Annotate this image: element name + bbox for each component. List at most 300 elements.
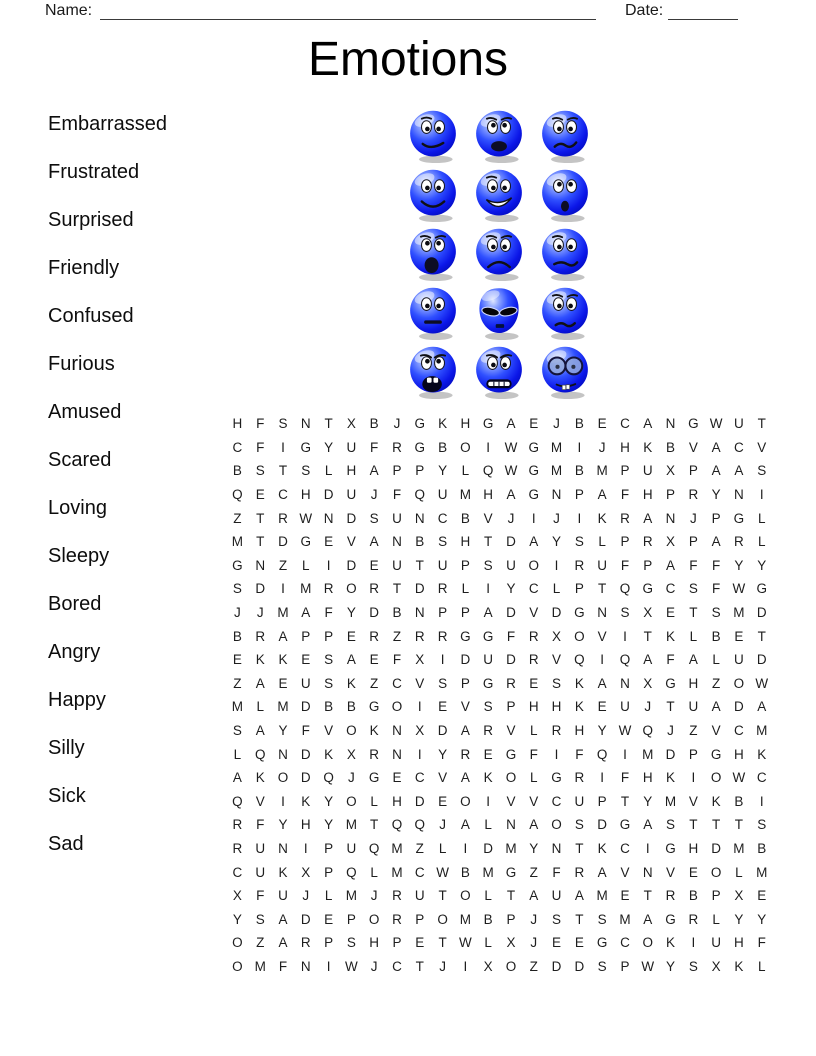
grid-letter: X (506, 935, 516, 951)
word-list-item: Amused (48, 401, 122, 423)
grid-letter: K (643, 439, 653, 455)
grid-letter: Q (346, 864, 357, 880)
grid-letter: R (232, 840, 243, 856)
grid-letter: O (460, 793, 471, 809)
grid-letter: H (688, 675, 699, 691)
grid-letter: Q (642, 723, 653, 739)
word-list-item: Silly (48, 737, 85, 759)
grid-letter: A (255, 675, 265, 691)
grid-letter: Q (596, 746, 608, 762)
grid-letter: K (597, 840, 607, 856)
word-list-item: Furious (48, 353, 115, 375)
grid-letter: G (688, 416, 699, 432)
grid-letter: I (623, 746, 627, 762)
grid-letter: Z (278, 557, 288, 573)
grid-letter: Y (757, 911, 767, 927)
grid-letter: I (463, 840, 468, 856)
word-list-item: Sick (48, 785, 86, 807)
grid-letter: G (482, 675, 494, 691)
grid-letter: A (460, 817, 470, 833)
grid-letter: R (232, 817, 243, 833)
grid-letter: X (483, 958, 493, 974)
grid-letter: S (369, 510, 379, 526)
grid-letter: M (391, 864, 403, 880)
grid-letter: S (232, 581, 242, 597)
grid-letter: N (392, 534, 402, 550)
grid-letter: U (255, 840, 266, 856)
grid-letter: S (597, 911, 607, 927)
grid-letter: B (460, 510, 470, 526)
grid-letter: Z (233, 510, 242, 526)
grid-letter: U (392, 510, 402, 526)
grid-letter: B (666, 439, 676, 455)
grid-letter: L (757, 958, 766, 974)
grid-letter: B (574, 416, 584, 432)
grid-letter: P (460, 605, 470, 621)
grid-letter: E (392, 770, 402, 786)
grid-letter: Y (643, 793, 653, 809)
grid-letter: P (324, 840, 334, 856)
word-list-item: Frustrated (48, 161, 140, 183)
grid-letter: G (300, 534, 312, 550)
grid-letter: R (506, 675, 516, 691)
grid-letter: V (438, 770, 448, 786)
grid-letter: K (324, 746, 334, 762)
grid-letter: F (256, 416, 265, 432)
grid-letter: Q (391, 817, 403, 833)
grid-letter: G (368, 699, 380, 715)
grid-letter: I (577, 510, 582, 526)
grid-letter: A (232, 770, 242, 786)
grid-letter: K (666, 770, 676, 786)
grid-letter: O (505, 958, 517, 974)
word-list-item: Scared (48, 449, 112, 471)
grid-letter: F (301, 723, 310, 739)
grid-letter: H (642, 770, 653, 786)
word-list-item: Bored (48, 593, 102, 615)
grid-letter: D (255, 581, 266, 597)
grid-letter: V (711, 723, 721, 739)
grid-letter: L (461, 581, 470, 597)
grid-letter: U (437, 487, 448, 503)
grid-letter: E (666, 605, 676, 621)
grid-letter: Q (232, 793, 243, 809)
smiley-shocked-icon (405, 224, 461, 283)
grid-letter: I (417, 746, 422, 762)
grid-letter: D (346, 510, 357, 526)
grid-letter: G (528, 463, 540, 479)
grid-letter: P (438, 605, 448, 621)
grid-letter: J (393, 416, 401, 432)
grid-letter: O (368, 911, 380, 927)
grid-letter: D (300, 911, 311, 927)
grid-letter: Y (324, 817, 334, 833)
grid-letter: E (552, 935, 562, 951)
word-list-item: Angry (48, 641, 101, 663)
grid-letter: S (278, 416, 288, 432)
grid-letter: C (232, 864, 243, 880)
grid-letter: I (554, 557, 559, 573)
grid-letter: J (507, 510, 515, 526)
grid-letter: J (667, 723, 674, 739)
grid-letter: Q (619, 581, 631, 597)
grid-letter: Y (232, 911, 242, 927)
grid-letter: O (710, 770, 722, 786)
grid-letter: C (414, 770, 425, 786)
smiley-grin-icon (471, 165, 527, 224)
smiley-neutral-icon (405, 283, 461, 342)
grid-letter: W (345, 958, 358, 974)
grid-letter: R (642, 534, 653, 550)
grid-letter: A (278, 628, 288, 644)
grid-letter: H (460, 416, 471, 432)
smiley-scream-icon (405, 342, 461, 401)
grid-letter: D (414, 581, 425, 597)
grid-letter: A (597, 864, 607, 880)
grid-letter: V (324, 723, 334, 739)
grid-letter: U (255, 864, 266, 880)
grid-letter: M (756, 723, 768, 739)
grid-letter: V (506, 793, 516, 809)
grid-letter: X (552, 628, 562, 644)
grid-letter: D (574, 958, 585, 974)
grid-letter: O (460, 888, 471, 904)
grid-letter: D (665, 746, 676, 762)
grid-letter: R (574, 557, 585, 573)
grid-letter: C (620, 840, 630, 856)
grid-letter: O (642, 935, 653, 951)
grid-letter: I (531, 510, 536, 526)
grid-letter: T (438, 888, 447, 904)
grid-letter: U (620, 699, 630, 715)
grid-letter: H (460, 534, 471, 550)
grid-letter: G (300, 439, 312, 455)
grid-letter: G (232, 557, 243, 573)
grid-letter: V (688, 793, 698, 809)
grid-letter: K (369, 723, 379, 739)
grid-letter: C (734, 439, 744, 455)
grid-letter: X (346, 746, 356, 762)
grid-letter: P (392, 935, 402, 951)
grid-letter: R (688, 487, 699, 503)
grid-letter: V (529, 793, 539, 809)
grid-letter: D (506, 652, 516, 668)
name-label: Name: (45, 2, 93, 19)
grid-letter: I (281, 439, 285, 455)
smiley-frown-icon (471, 224, 527, 283)
grid-letter: S (324, 652, 334, 668)
grid-letter: M (619, 911, 631, 927)
grid-letter: Y (438, 746, 448, 762)
grid-letter: T (757, 416, 766, 432)
grid-letter: G (414, 416, 426, 432)
grid-letter: G (619, 817, 631, 833)
grid-letter: A (529, 888, 539, 904)
grid-letter: C (414, 864, 425, 880)
smiley-nerd-icon (537, 342, 593, 401)
grid-letter: I (486, 581, 491, 597)
grid-letter: T (643, 628, 652, 644)
grid-letter: A (574, 888, 584, 904)
grid-letter: B (757, 840, 767, 856)
grid-letter: A (734, 463, 744, 479)
name-blank-line (100, 19, 596, 20)
grid-letter: Q (482, 463, 494, 479)
grid-letter: M (345, 817, 357, 833)
grid-letter: X (346, 416, 356, 432)
grid-letter: R (255, 628, 266, 644)
grid-letter: P (620, 534, 630, 550)
grid-letter: A (529, 817, 539, 833)
grid-letter: K (278, 864, 288, 880)
grid-letter: L (484, 935, 492, 951)
grid-letter: J (598, 439, 606, 455)
grid-letter: J (530, 911, 538, 927)
grid-letter: I (623, 628, 627, 644)
grid-letter: H (620, 439, 630, 455)
grid-letter: K (438, 416, 448, 432)
grid-letter: H (574, 723, 585, 739)
grid-letter: A (688, 652, 698, 668)
grid-letter: Y (734, 911, 744, 927)
grid-letter: P (506, 911, 516, 927)
grid-letter: D (483, 840, 494, 856)
grid-letter: R (528, 628, 539, 644)
grid-letter: V (757, 439, 767, 455)
grid-letter: P (643, 557, 653, 573)
grid-letter: I (600, 770, 605, 786)
grid-letter: X (666, 463, 676, 479)
grid-letter: E (620, 888, 630, 904)
grid-letter: N (551, 840, 562, 856)
grid-letter: Q (254, 746, 266, 762)
grid-letter: P (620, 958, 630, 974)
grid-letter: U (278, 888, 288, 904)
grid-letter: H (300, 487, 311, 503)
grid-letter: J (644, 699, 652, 715)
grid-letter: J (553, 416, 560, 432)
grid-letter: Z (370, 675, 379, 691)
grid-letter: O (346, 793, 357, 809)
grid-letter: K (597, 510, 607, 526)
grid-letter: U (734, 652, 744, 668)
grid-letter: A (460, 770, 470, 786)
grid-letter: D (506, 534, 516, 550)
grid-letter: L (712, 652, 720, 668)
grid-letter: L (598, 534, 606, 550)
grid-letter: S (438, 534, 448, 550)
grid-letter: O (346, 723, 357, 739)
grid-letter: W (299, 510, 313, 526)
grid-letter: Y (711, 487, 721, 503)
grid-letter: E (278, 675, 288, 691)
grid-letter: R (392, 439, 402, 455)
grid-letter: T (575, 911, 584, 927)
grid-letter: K (346, 675, 356, 691)
grid-letter: H (642, 487, 653, 503)
grid-letter: S (688, 581, 698, 597)
grid-letter: Z (392, 628, 402, 644)
grid-letter: C (620, 416, 630, 432)
grid-letter: Y (597, 723, 607, 739)
grid-letter: A (643, 817, 653, 833)
grid-letter: K (255, 652, 265, 668)
grid-letter: U (711, 935, 721, 951)
grid-letter: Y (757, 557, 767, 573)
word-list-item: Sad (48, 833, 84, 855)
grid-letter: Z (529, 864, 538, 880)
grid-letter: I (486, 439, 491, 455)
grid-letter: F (392, 652, 402, 668)
grid-letter: F (256, 817, 265, 833)
grid-letter: U (392, 557, 402, 573)
grid-letter: I (463, 958, 468, 974)
grid-letter: O (574, 628, 585, 644)
smiley-angry-alien-icon (471, 283, 527, 342)
grid-letter: K (278, 652, 288, 668)
grid-letter: J (234, 605, 241, 621)
grid-letter: P (324, 628, 334, 644)
grid-letter: N (255, 557, 266, 573)
emoji-grid (400, 106, 598, 401)
word-list-item: Surprised (48, 209, 134, 231)
grid-letter: S (552, 911, 562, 927)
grid-letter: T (256, 510, 265, 526)
grid-letter: M (345, 888, 357, 904)
grid-letter: Q (368, 840, 380, 856)
grid-letter: P (688, 746, 698, 762)
grid-letter: R (323, 581, 334, 597)
grid-letter: C (232, 439, 243, 455)
grid-letter: F (757, 935, 766, 951)
smiley-surprised-icon (537, 165, 593, 224)
grid-letter: D (551, 958, 562, 974)
grid-letter: T (438, 935, 447, 951)
grid-letter: Q (619, 652, 631, 668)
grid-letter: G (710, 746, 722, 762)
grid-letter: U (574, 793, 585, 809)
grid-letter: O (710, 864, 722, 880)
grid-letter: F (712, 581, 721, 597)
grid-letter: N (665, 416, 676, 432)
grid-letter: P (688, 463, 698, 479)
word-list-item: Sleepy (48, 545, 110, 567)
grid-letter: A (278, 911, 288, 927)
grid-letter: N (300, 416, 311, 432)
grid-letter: I (600, 652, 605, 668)
grid-letter: G (528, 487, 540, 503)
grid-letter: C (756, 770, 767, 786)
grid-letter: M (596, 888, 608, 904)
grid-letter: G (642, 581, 653, 597)
grid-letter: X (232, 888, 242, 904)
grid-letter: P (597, 793, 607, 809)
grid-letter: Y (438, 463, 448, 479)
grid-letter: D (300, 699, 311, 715)
smiley-skeptical-icon (537, 224, 593, 283)
grid-letter: C (528, 581, 539, 597)
grid-letter: H (300, 817, 311, 833)
grid-letter: T (415, 958, 424, 974)
grid-letter: O (460, 439, 471, 455)
grid-letter: B (346, 699, 356, 715)
grid-letter: E (597, 416, 607, 432)
page-title: Emotions (307, 33, 509, 86)
grid-letter: F (666, 652, 675, 668)
grid-letter: B (392, 605, 402, 621)
grid-letter: S (688, 958, 698, 974)
grid-letter: J (370, 487, 378, 503)
grid-letter: I (645, 840, 650, 856)
grid-letter: T (506, 888, 516, 904)
grid-letter: I (691, 935, 696, 951)
grid-letter: N (300, 958, 311, 974)
grid-letter: P (392, 463, 402, 479)
grid-letter: B (232, 463, 242, 479)
grid-letter: Q (323, 770, 334, 786)
grid-letter: N (414, 605, 425, 621)
grid-letter: C (734, 723, 744, 739)
grid-letter: Q (574, 652, 585, 668)
grid-letter: T (415, 557, 424, 573)
grid-letter: F (256, 888, 265, 904)
grid-letter: A (483, 605, 493, 621)
grid-letter: E (438, 793, 448, 809)
grid-letter: L (735, 864, 743, 880)
grid-letter: A (460, 723, 470, 739)
grid-letter: V (506, 723, 516, 739)
grid-letter: E (346, 628, 356, 644)
grid-letter: K (734, 958, 744, 974)
grid-letter: U (734, 416, 744, 432)
grid-letter: I (326, 557, 331, 573)
grid-letter: B (438, 439, 448, 455)
grid-letter: S (597, 958, 607, 974)
grid-letter: I (759, 487, 764, 503)
grid-letter: A (506, 487, 516, 503)
grid-letter: I (326, 958, 331, 974)
grid-letter: D (597, 817, 608, 833)
grid-letter: O (505, 770, 517, 786)
grid-letter: B (324, 699, 334, 715)
grid-letter: A (643, 911, 653, 927)
grid-letter: R (278, 510, 288, 526)
smiley-worried-icon (537, 283, 593, 342)
grid-letter: G (665, 675, 676, 691)
grid-letter: F (506, 628, 516, 644)
grid-letter: A (278, 935, 288, 951)
grid-letter: I (440, 652, 445, 668)
grid-letter: A (369, 463, 379, 479)
grid-letter: L (256, 699, 264, 715)
grid-letter: L (712, 911, 720, 927)
grid-letter: S (255, 911, 265, 927)
grid-letter: D (300, 770, 311, 786)
grid-letter: E (369, 557, 379, 573)
grid-letter: A (301, 605, 311, 621)
grid-letter: T (643, 888, 652, 904)
grid-letter: M (550, 463, 563, 479)
grid-letter: G (460, 628, 471, 644)
grid-letter: A (711, 534, 721, 550)
grid-letter: M (642, 746, 654, 762)
grid-letter: G (414, 439, 426, 455)
grid-letter: P (711, 510, 721, 526)
grid-letter: E (483, 746, 493, 762)
grid-letter: T (598, 581, 607, 597)
grid-letter: G (665, 911, 676, 927)
grid-letter: R (369, 581, 380, 597)
